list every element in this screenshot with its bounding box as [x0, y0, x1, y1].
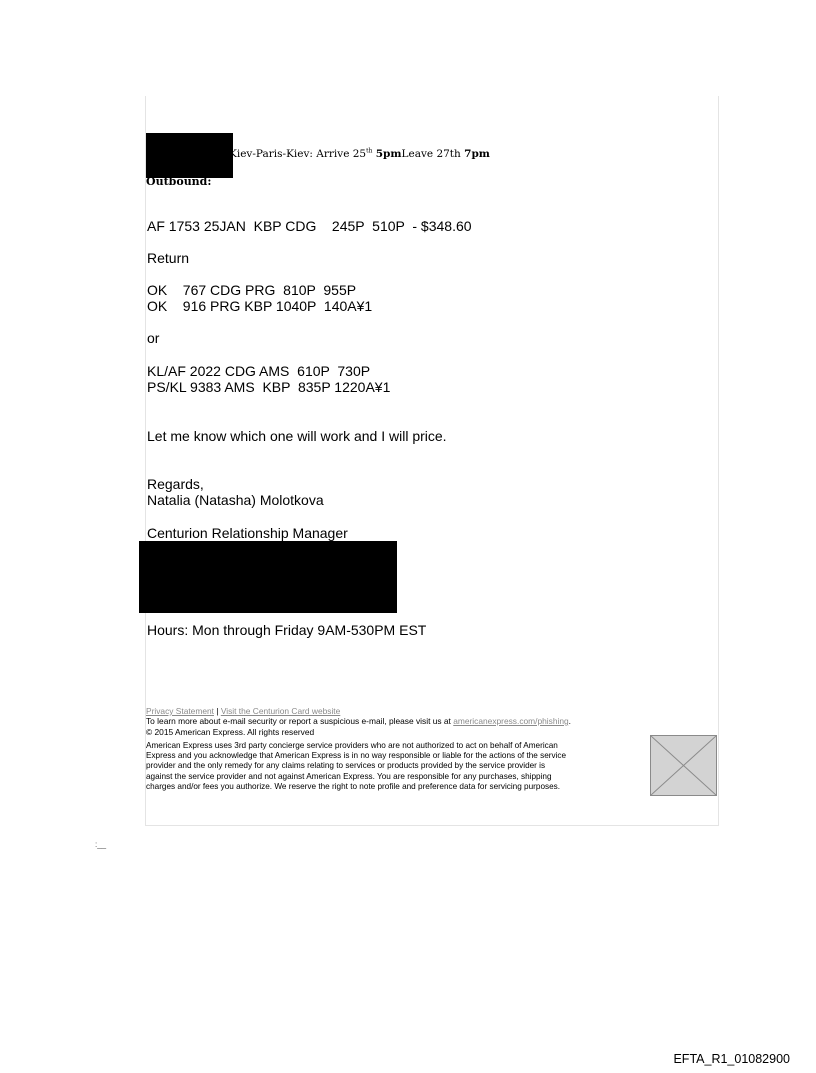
subject-leave-text: Leave 27th	[401, 148, 465, 160]
footer-separator: |	[213, 706, 221, 716]
redaction-block-top	[146, 133, 233, 178]
centurion-website-link[interactable]: Visit the Centurion Card website	[220, 706, 341, 716]
disclaimer-line: provider and the only remedy for any claims relating to services or products provided by the service provider is	[146, 761, 546, 771]
outbound-label: Outbound:	[146, 175, 212, 188]
return-label: Return	[147, 250, 190, 266]
disclaimer-text	[146, 741, 646, 792]
subject-leave-time: 7pm	[464, 148, 490, 160]
security-text-end: .	[568, 716, 571, 726]
subject-superscript: th	[366, 147, 373, 155]
disclaimer-line: charges and/or fees you authorize. We reserve the right to note profile and preference data for servicing purposes.	[146, 781, 561, 791]
alt-flight-line-1: KL/AF 2022 CDG AMS 610P 730P	[147, 363, 371, 379]
hours-line: Hours: Mon through Friday 9AM-530PM EST	[147, 622, 427, 638]
subject-text: Kiev-Paris-Kiev: Arrive 25	[229, 148, 367, 160]
broken-image-icon	[650, 735, 717, 796]
bates-number: EFTA_R1_01082900	[673, 1052, 790, 1066]
return-flight-line-1: OK 767 CDG PRG 810P 955P	[147, 282, 357, 298]
sender-name: Natalia (Natasha) Molotkova	[147, 492, 324, 508]
or-label: or	[147, 330, 160, 346]
sender-title: Centurion Relationship Manager	[147, 525, 348, 541]
phishing-link[interactable]: americanexpress.com/phishing	[453, 716, 569, 726]
redaction-block-signature	[139, 541, 397, 613]
disclaimer-line: against the service provider and not against American Express. You are responsible for any purchases, shipping	[146, 771, 552, 781]
security-text: To learn more about e-mail security or report a suspicious e-mail, please visit us at	[146, 716, 454, 726]
image-placeholder-cross-icon	[651, 736, 716, 795]
alt-flight-line-2: PS/KL 9383 AMS KBP 835P 1220A¥1	[147, 379, 391, 395]
privacy-statement-link[interactable]: Privacy Statement	[146, 706, 214, 716]
price-request-line: Let me know which one will work and I will price.	[147, 428, 447, 444]
subject-arrive-time: 5pm	[375, 148, 402, 160]
copyright-line: © 2015 American Express. All rights reserved	[146, 727, 315, 737]
page-mark: :__	[95, 840, 107, 849]
disclaimer-line: Express and you acknowledge that American Express is in no way responsible or liable for the actions of the service	[146, 751, 567, 761]
flight-outbound-line: AF 1753 25JAN KBP CDG 245P 510P - $348.60	[147, 218, 472, 234]
disclaimer-line: American Express uses 3rd party concierge service providers who are not authorized to act on behalf of American	[146, 741, 558, 750]
regards-line: Regards,	[147, 476, 204, 492]
email-subject	[229, 148, 490, 160]
security-notice	[146, 716, 571, 726]
footer-links	[146, 706, 340, 716]
return-flight-line-2: OK 916 PRG KBP 1040P 140A¥1	[147, 298, 373, 314]
